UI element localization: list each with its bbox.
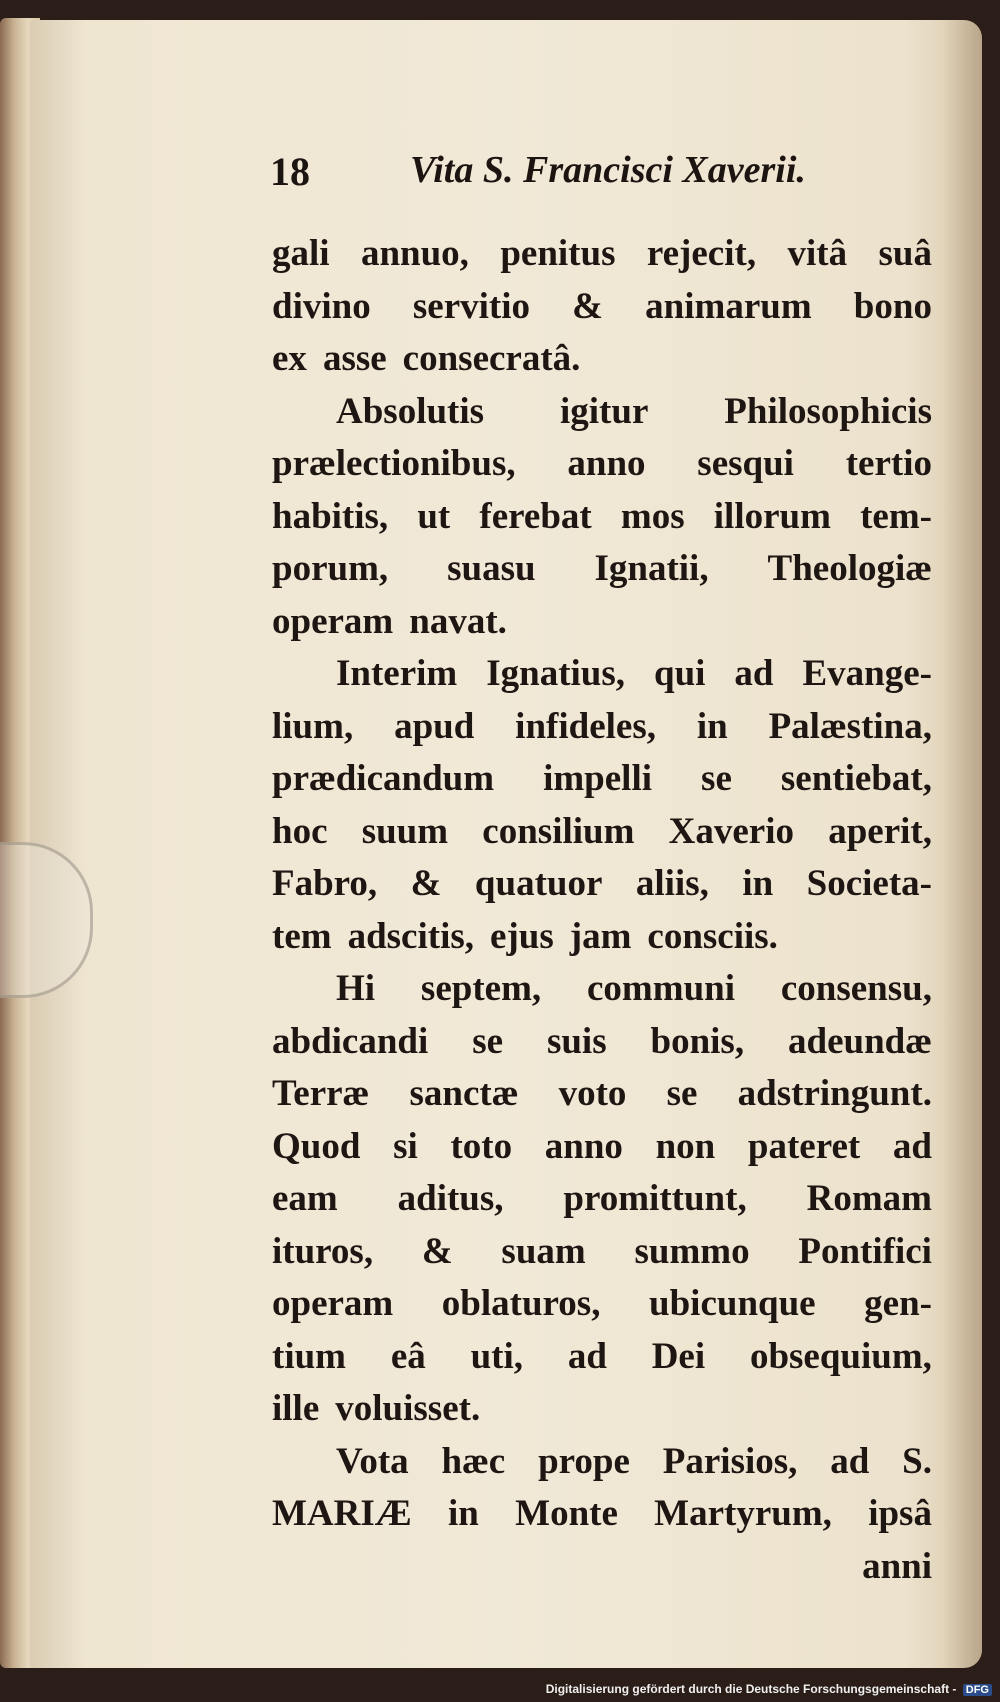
text-word: Dei (651, 1335, 706, 1377)
text-word: eâ (390, 1335, 426, 1377)
text-word: Hi (336, 968, 376, 1009)
text-word: tertio (845, 443, 932, 484)
text-word: Philosophicis (724, 390, 932, 432)
text-word: suum (361, 810, 449, 852)
text-line (272, 1173, 932, 1226)
page-header (270, 148, 870, 198)
text-word: Theologiæ (767, 548, 932, 589)
text-word: prælectionibus, (272, 443, 516, 484)
text-word: aperit, (828, 810, 932, 852)
text-line (272, 753, 932, 806)
text-word: ferebat (479, 495, 592, 537)
text-word: ejus (490, 915, 554, 957)
text-word: ex (272, 338, 307, 379)
text-word: uti, (470, 1335, 523, 1377)
text-word: adeundæ (788, 1020, 932, 1062)
text-word: aditus, (397, 1178, 504, 1219)
text-word: S. (902, 1440, 932, 1482)
text-line (272, 1436, 932, 1489)
text-word: lium, (272, 705, 354, 747)
text-word: obsequium, (749, 1335, 932, 1377)
text-line (272, 386, 932, 439)
text-line (272, 1383, 932, 1436)
text-word: gen- (864, 1283, 932, 1324)
dfg-logo: DFG (963, 1684, 992, 1696)
text-word: prædicandum (272, 758, 495, 799)
text-word: operam (272, 600, 394, 642)
text-word: ad (830, 1440, 870, 1482)
text-word: Martyrum, (654, 1493, 832, 1534)
text-line (272, 543, 932, 596)
text-word: promittunt, (563, 1178, 747, 1219)
text-word: servitio (412, 285, 530, 327)
text-word: infideles, (515, 705, 656, 747)
text-word: septem, (420, 968, 542, 1009)
text-word: ipsâ (868, 1493, 932, 1534)
text-word: gali (272, 233, 330, 274)
text-word: prope (538, 1440, 630, 1482)
text-word: Monte (515, 1493, 618, 1534)
text-word: eam (272, 1178, 338, 1219)
text-word: animarum (645, 285, 812, 327)
text-word: se (666, 1073, 698, 1114)
text-word: jam (569, 915, 632, 957)
text-word: Societa- (806, 863, 932, 904)
text-word: bonis, (650, 1020, 745, 1062)
text-word: ad (734, 653, 774, 694)
text-word: se (472, 1020, 504, 1062)
text-word: rejecit, (646, 233, 757, 274)
text-word: Ignatius, (486, 653, 626, 694)
text-word: Fabro, (272, 863, 378, 904)
text-word: anno (567, 443, 646, 484)
text-word: in (742, 863, 774, 904)
text-line (272, 1226, 932, 1279)
text-line (272, 438, 932, 491)
text-word: adscitis, (347, 915, 475, 957)
text-word: asse (322, 338, 387, 379)
text-word: & (572, 285, 603, 327)
text-line (272, 701, 932, 754)
running-title: Vita S. Francisci Xaverii. (410, 149, 806, 191)
text-line (272, 281, 932, 334)
text-word: tium (272, 1335, 346, 1377)
text-word: Xaverio (668, 810, 794, 852)
text-word: suis (546, 1020, 607, 1062)
text-word: pateret (747, 1125, 861, 1167)
text-line (272, 1278, 932, 1331)
text-word: sesqui (697, 443, 794, 484)
text-word: ubicunque (649, 1283, 816, 1324)
catchword: anni (862, 1545, 932, 1587)
text-word: suam (501, 1230, 586, 1272)
text-line (272, 333, 932, 386)
text-word: operam (272, 1283, 394, 1324)
page-gutter-shadow (942, 20, 982, 1668)
text-word: igitur (559, 390, 649, 432)
text-word: porum, (272, 548, 389, 589)
text-line (272, 1331, 932, 1384)
text-line (272, 228, 932, 281)
text-word: habitis, (272, 495, 389, 537)
text-word: sentiebat, (780, 758, 932, 799)
text-word: Quod (272, 1125, 361, 1167)
text-word: consecratâ. (402, 338, 581, 379)
text-word: Evange- (802, 653, 932, 694)
text-word: Vota (336, 1440, 409, 1482)
text-word: Pontifici (798, 1230, 932, 1272)
text-word: Absolutis (336, 390, 485, 432)
text-word: in (696, 705, 728, 747)
text-word: consilium (482, 810, 635, 852)
text-word: oblaturos, (441, 1283, 601, 1324)
text-word: aliis, (635, 863, 709, 904)
text-word: se (701, 758, 732, 799)
text-word: Terræ (272, 1073, 370, 1114)
text-word: quatuor (474, 863, 603, 904)
text-word: Interim (336, 653, 458, 694)
text-word: Ignatii, (594, 548, 709, 589)
text-word: ituros, (272, 1230, 374, 1272)
text-word: abdicandi (272, 1020, 429, 1062)
text-line (272, 491, 932, 544)
text-word: Palæstina, (768, 705, 932, 747)
text-line (272, 596, 932, 649)
catchword-line (272, 1541, 932, 1594)
text-word: & (421, 1230, 453, 1272)
text-word: anno (544, 1125, 623, 1167)
text-word: ille (272, 1388, 320, 1429)
body-text (272, 228, 932, 1593)
text-line (272, 963, 932, 1016)
text-word: Romam (806, 1178, 932, 1219)
text-word: & (410, 863, 442, 904)
text-word: navat. (409, 600, 507, 642)
digitization-credit (546, 1682, 992, 1696)
text-word: mos (620, 495, 685, 537)
text-line (272, 1016, 932, 1069)
text-word: toto (450, 1125, 513, 1167)
text-word: voluisset. (335, 1388, 481, 1429)
text-word: ad (567, 1335, 607, 1377)
text-word: ad (892, 1125, 932, 1167)
text-word: annuo, (360, 233, 469, 274)
text-line (272, 858, 932, 911)
text-word: hoc (272, 810, 328, 852)
page-number: 18 (270, 149, 310, 194)
text-word: sanctæ (409, 1073, 519, 1114)
text-word: qui (654, 653, 706, 694)
text-word: summo (634, 1230, 750, 1272)
text-word: hæc (441, 1440, 506, 1482)
text-word: penitus (500, 233, 616, 274)
text-word: impelli (543, 758, 653, 799)
text-word: illorum (713, 495, 831, 537)
text-line (272, 648, 932, 701)
text-word: communi (587, 968, 735, 1009)
text-word: adstringunt. (737, 1073, 932, 1114)
text-word: bono (853, 285, 932, 327)
text-line (272, 1121, 932, 1174)
text-word: tem (272, 915, 332, 957)
text-word: Parisios, (662, 1440, 798, 1482)
text-word: ut (417, 495, 451, 537)
text-word: suâ (878, 233, 932, 274)
text-word: si (393, 1125, 418, 1167)
text-line (272, 1488, 932, 1541)
text-line (272, 911, 932, 964)
text-word: non (655, 1125, 716, 1167)
text-word: consensu, (780, 968, 932, 1009)
credit-text: Digitalisierung gefördert durch die Deutsche Forschungsgemeinschaft - (545, 1682, 957, 1696)
text-word: consciis. (647, 915, 778, 957)
text-word: suasu (447, 548, 536, 589)
text-word: divino (272, 285, 371, 327)
text-word: apud (394, 705, 475, 747)
text-word: voto (558, 1073, 627, 1114)
text-word: vitâ (787, 233, 848, 274)
text-word: MARIÆ (272, 1493, 412, 1534)
text-word: tem- (860, 495, 932, 537)
text-line (272, 1068, 932, 1121)
text-word: in (448, 1493, 479, 1534)
text-line (272, 806, 932, 859)
